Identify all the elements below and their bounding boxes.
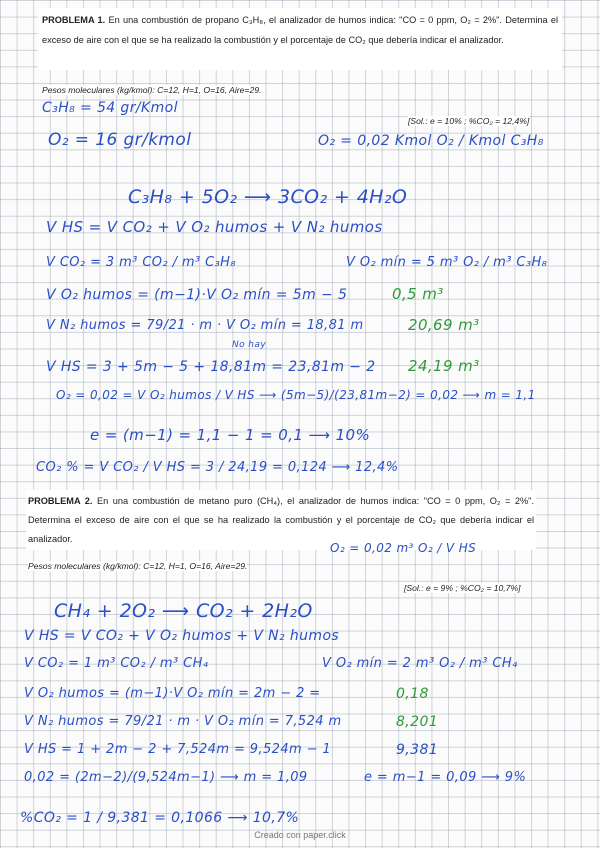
hw2-vco2: V CO₂ = 1 m³ CO₂ / m³ CH₄ [24,656,209,671]
hw2-excess-air: e = m−1 = 0,09 ⟶ 9% [364,770,527,785]
hw2-vn2-humos: V N₂ humos = 79/21 · m · V O₂ mín = 7,524 m [24,714,342,729]
problem-1-text: En una combustión de propano C₃H₈, el analizador de humos indica: "CO = 0 ppm, O₂ = 2%". Determina el exceso de aire con el que se ha realizado la combustión y el porcentaje de CO₂ que debería indicar el analizador. [42,15,558,45]
hw2-vhs-definition: V HS = V CO₂ + V O₂ humos + V N₂ humos [24,628,340,644]
hw1-vn2-humos-value: 20,69 m³ [408,316,480,334]
problem-1-statement [38,8,562,52]
hw2-vo2-humos: V O₂ humos = (m−1)·V O₂ mín = 2m − 2 = [24,686,321,701]
problem-1-solution: [Sol.: e = 10% ; %CO₂ = 12,4%] [408,116,530,126]
hw2-vo2-min: V O₂ mín = 2 m³ O₂ / m³ CH₄ [322,656,518,671]
hw1-vhs-total-value: 24,19 m³ [408,357,480,375]
hw2-vn2-humos-value: 8,201 [396,714,439,730]
hw1-excess-air: e = (m−1) = 1,1 − 1 = 0,1 ⟶ 10% [90,426,371,444]
footer-credit: Creado con paper.click [254,830,346,840]
hw1-vo2-humos-value: 0,5 m³ [392,285,444,303]
problem-1-statement-box [38,8,562,70]
hw1-vn2-humos: V N₂ humos = 79/21 · m · V O₂ mín = 18,81 m [46,318,364,333]
hw1-no-hay-note: No hay [232,340,267,350]
hw1-co2-percent: CO₂ % = V CO₂ / V HS = 3 / 24,19 = 0,124 ⟶ 12,4% [36,460,399,475]
hw1-o2-fraction: O₂ = 0,02 Kmol O₂ / Kmol C₃H₈ [318,133,544,149]
hw1-vco2: V CO₂ = 3 m³ CO₂ / m³ C₃H₈ [46,255,236,270]
hw1-vo2-min: V O₂ mín = 5 m³ O₂ / m³ C₃H₈ [346,255,548,270]
hw2-o2-fraction: O₂ = 0,02 m³ O₂ / V HS [330,541,477,555]
hw1-propane-mass: C₃H₈ = 54 gr/Kmol [42,100,178,116]
hw1-reaction: C₃H₈ + 5O₂ ⟶ 3CO₂ + 4H₂O [128,186,408,208]
problem-2-solution: [Sol.: e = 9% ; %CO₂ = 10,7%] [404,583,521,593]
problem-2-label: PROBLEMA 2. [28,496,93,506]
hw2-vhs-total-value: 9,381 [396,742,439,758]
hw2-vhs-total: V HS = 1 + 2m − 2 + 7,524m = 9,524m − 1 [24,742,332,757]
hw1-vo2-humos: V O₂ humos = (m−1)·V O₂ mín = 5m − 5 [46,287,348,303]
problem-1-label: PROBLEMA 1. [42,15,106,25]
hw1-o2-equation: O₂ = 0,02 = V O₂ humos / V HS ⟶ (5m−5)/(23,81m−2) = 0,02 ⟶ m = 1,1 [56,388,536,402]
problem-2-molecular-weights: Pesos moleculares (kg/kmol): C=12, H=1, O=16, Aire=29. [28,561,248,571]
problem-1-molecular-weights: Pesos moleculares (kg/kmol): C=12, H=1, O=16, Aire=29. [42,85,262,95]
problem-2-text: En una combustión de metano puro (CH₄), el analizador de humos indica: "CO = 0 ppm, O₂ = 2%". Determina el exceso de aire con el que se ha realizado la combustión y el porcentaje de CO₂ que debería indicar el analizador. [28,496,534,544]
hw1-vhs-definition: V HS = V CO₂ + V O₂ humos + V N₂ humos [46,218,383,236]
hw1-o2-mass: O₂ = 16 gr/kmol [48,130,192,150]
hw2-co2-percent: %CO₂ = 1 / 9,381 = 0,1066 ⟶ 10,7% [20,810,300,826]
hw2-vo2-humos-value: 0,18 [396,686,429,702]
hw1-vhs-total: V HS = 3 + 5m − 5 + 18,81m = 23,81m − 2 [46,359,376,375]
hw2-reaction: CH₄ + 2O₂ ⟶ CO₂ + 2H₂O [54,600,313,622]
hw2-o2-equation: 0,02 = (2m−2)/(9,524m−1) ⟶ m = 1,09 [24,770,308,785]
